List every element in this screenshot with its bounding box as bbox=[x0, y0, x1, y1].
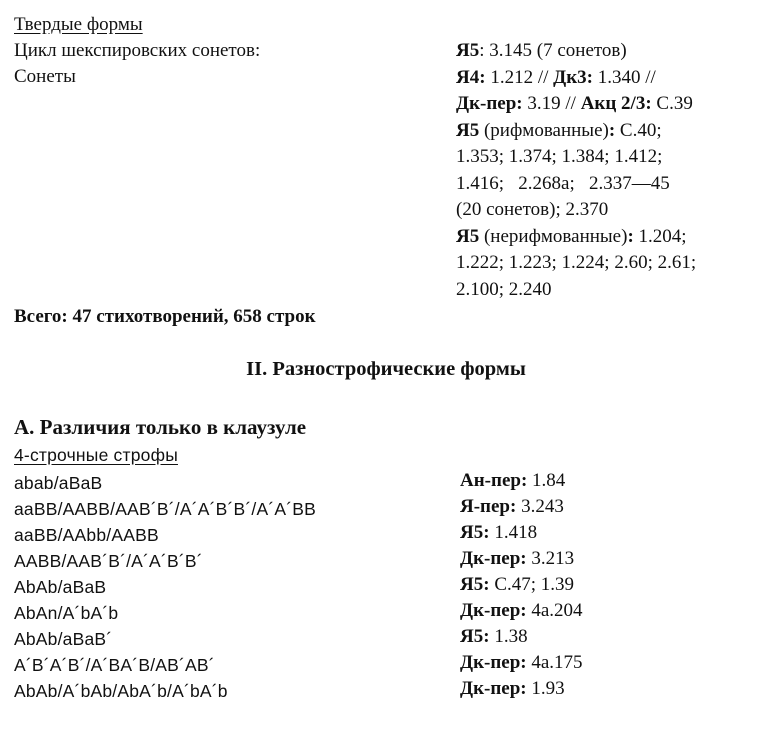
table-row-reference bbox=[460, 572, 574, 598]
table-row-reference bbox=[460, 624, 528, 650]
cycle-label: Цикл шекспировских сонетов: bbox=[14, 40, 261, 61]
meter-dk3: Дк3: bbox=[553, 66, 593, 88]
sonnets-references bbox=[456, 38, 768, 303]
meter: Я5: bbox=[460, 574, 490, 595]
table-row-scheme: AbAb/A´bAb/AbA´b/A´bA´b bbox=[14, 681, 228, 701]
table-row-reference bbox=[460, 598, 583, 624]
total-summary: Всего: 47 стихотворений, 658 строк bbox=[14, 306, 316, 327]
table-row-scheme: aaBB/AABB/AAB´B´/A´A´B´B´/A´A´BB bbox=[14, 499, 317, 519]
table-row-scheme: abab/aBaB bbox=[14, 473, 103, 493]
ref: 1.418 bbox=[489, 522, 538, 543]
meter-ya5: Я5 bbox=[456, 119, 480, 141]
colon: : bbox=[627, 225, 634, 247]
meter: Дк-пер: bbox=[460, 652, 527, 673]
ref: 1.93 bbox=[526, 678, 565, 699]
meter: Я-пер: bbox=[460, 496, 517, 517]
cycle-meter: Я5 bbox=[456, 40, 480, 61]
table-row-reference bbox=[460, 676, 565, 702]
ref: 3.213 bbox=[526, 548, 575, 569]
meter-ya4: Я4: bbox=[456, 66, 486, 88]
sonnets-label: Сонеты bbox=[14, 66, 76, 87]
meter: Я5: bbox=[460, 626, 490, 647]
ref-text: С.40; bbox=[615, 119, 662, 141]
table-row-scheme: aaBB/AAbb/AABB bbox=[14, 525, 159, 545]
ref: С.47; 1.39 bbox=[489, 574, 575, 595]
meter-ya5: Я5 bbox=[456, 225, 480, 247]
table-row-reference bbox=[460, 546, 574, 572]
table-row-scheme: AABB/AAB´B´/A´A´B´B´ bbox=[14, 551, 203, 571]
cycle-value: : 3.145 (7 сонетов) bbox=[479, 40, 627, 61]
sonnets-line-6: (20 сонетов); 2.370 bbox=[456, 199, 609, 220]
ref-text: 1.204; bbox=[633, 225, 687, 247]
sonnets-line-4: 1.353; 1.374; 1.384; 1.412; bbox=[456, 146, 663, 167]
ref: 1.38 bbox=[489, 626, 528, 647]
table-row-scheme: A´B´A´B´/A´BA´B/AB´AB´ bbox=[14, 655, 215, 675]
sonnets-line-1 bbox=[456, 65, 768, 92]
meter: Дк-пер: bbox=[460, 678, 527, 699]
table-row-scheme: AbAb/aBaB´ bbox=[14, 629, 113, 649]
fixed-forms-heading: Твердые формы bbox=[14, 14, 143, 35]
subsection-title: А. Различия только в клаузуле bbox=[14, 415, 307, 439]
rhymed-label: (рифмованные) bbox=[479, 119, 609, 141]
meter: Дк-пер: bbox=[460, 548, 527, 569]
sonnets-line-9: 2.100; 2.240 bbox=[456, 278, 552, 300]
ref: 3.243 bbox=[516, 496, 564, 517]
meter-dk-per: Дк-пер: bbox=[456, 93, 523, 114]
meter: Ан-пер: bbox=[460, 470, 528, 491]
table-row-reference bbox=[460, 468, 565, 494]
table-row-reference bbox=[460, 494, 564, 520]
table-row-reference bbox=[460, 650, 583, 676]
table-row-scheme: AbAn/A´bA´b bbox=[14, 603, 119, 623]
sonnets-line-2 bbox=[456, 91, 768, 118]
ref-text: 1.212 // bbox=[485, 66, 554, 88]
meter-akc: Акц 2/3: bbox=[580, 93, 652, 114]
ref-text: С.39 bbox=[651, 93, 693, 114]
ref: 4a.204 bbox=[526, 600, 583, 621]
stanza-heading: 4-строчные строфы bbox=[14, 445, 178, 465]
ref: 4a.175 bbox=[526, 652, 583, 673]
unrhymed-label: (нерифмованные) bbox=[479, 225, 628, 247]
sonnets-line-8: 1.222; 1.223; 1.224; 2.60; 2.61; bbox=[456, 252, 697, 273]
section-title: II. Разнострофические формы bbox=[246, 358, 526, 380]
table-row-reference bbox=[460, 520, 537, 546]
colon: : bbox=[608, 119, 616, 141]
meter: Я5: bbox=[460, 522, 490, 543]
ref-text: 3.19 // bbox=[522, 93, 581, 114]
sonnets-line-5: 1.416; 2.268a; 2.337—45 bbox=[456, 172, 670, 194]
ref: 1.84 bbox=[527, 470, 566, 491]
cycle-reference-line bbox=[456, 38, 768, 65]
sonnets-line-3 bbox=[456, 118, 768, 145]
ref-text: 1.340 // bbox=[592, 66, 656, 88]
meter: Дк-пер: bbox=[460, 600, 527, 621]
table-row-scheme: AbAb/aBaB bbox=[14, 577, 107, 597]
sonnets-line-7 bbox=[456, 224, 768, 251]
